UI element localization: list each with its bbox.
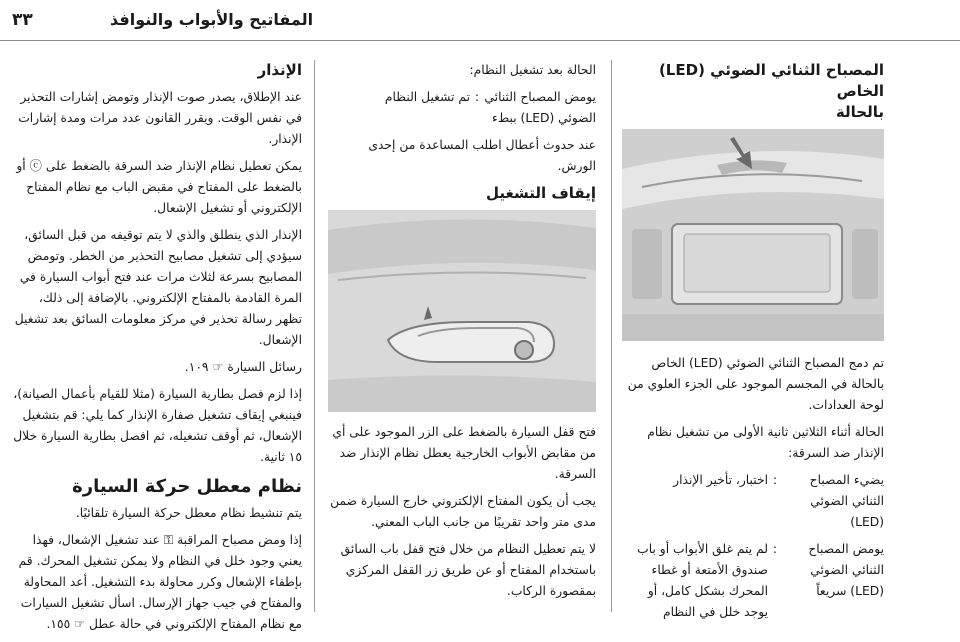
- right-column: [622, 60, 884, 620]
- dashboard-led-illustration-icon: [622, 129, 884, 341]
- section-heading-alarm: الإنذار: [257, 61, 302, 79]
- status-value: لم يتم غلق الأبواب أو باب صندوق الأمتعة أو غطاء المحرك بشكل كامل، أو يوجد خلل في النظام: [637, 542, 768, 619]
- section-heading-immobiliser: نظام معطل حركة السيارة: [72, 476, 302, 497]
- column-divider: [611, 60, 612, 612]
- paragraph: لا يتم تعطيل النظام من خلال فتح قفل باب السائق باستخدام المفتاح أو عن طريق زر القفل المركزي بمقصورة الركاب.: [340, 542, 596, 598]
- middle-column: [328, 60, 596, 620]
- paragraph: الإنذار الذي ينطلق والذي لا يتم توقيفه من قبل السائق، سيؤدي إلى تشغيل مصابيح التحذير من الخطر. وتومض المصابيح بسرعة لثلاث مرات عند فتح أبواب السيارة في المرة القادمة بالمفتاح الإلكتروني. بالإضافة إلى ذلك، تظهر رسالة تحذير في مركز معلومات السائق بعد تشغيل الإشعال.: [14, 228, 302, 347]
- left-column: [10, 60, 302, 631]
- paragraph: عند حدوث أعطال اطلب المساعدة من إحدى الورش.: [368, 138, 596, 173]
- door-handle-illustration-icon: [328, 210, 596, 412]
- section-heading-deactivation: إيقاف التشغيل: [486, 184, 596, 202]
- paragraph: يمكن تعطيل نظام الإنذار ضد السرقة بالضغط على ⓒ أو بالضغط على المفتاح في مقبض الباب مع نظام المفتاح الإلكتروني أو تشغيل الإشعال.: [16, 159, 302, 215]
- page-header: [0, 0, 960, 41]
- status-row: [328, 87, 596, 129]
- status-key: يضيء المصباح الثنائي الضوئي (LED): [809, 473, 884, 529]
- paragraph: رسائل السيارة ☞ ١٠٩.: [184, 360, 302, 374]
- status-separator: :: [772, 473, 778, 487]
- status-separator: :: [474, 90, 480, 104]
- status-row: [622, 539, 884, 623]
- paragraph: عند الإطلاق، يصدر صوت الإنذار وتومض إشارات التحذير في نفس الوقت. ويقرر القانون عدد مرات ومدة إشارات الإنذار.: [18, 90, 302, 146]
- paragraph: إذا ومض مصباح المراقبة ⚿ عند تشغيل الإشعال، فهذا يعني وجود خلل في النظام ولا يمكن تشغيل المحرك. قم بإطفاء الإشعال وكرر محاولة بدء التشغيل. أعد المحاولة والمفتاح في جيب جهاز الإرسال. اسأل تشغيل السيارات مع نظام المفتاح الإلكتروني في حالة عطل ☞ ١٥٥.: [18, 533, 302, 631]
- paragraph: يجب أن يكون المفتاح الإلكتروني خارج السيارة ضمن مدى متر واحد تقريبًا من جانب الباب المعني.: [330, 494, 596, 529]
- paragraph: الحالة بعد تشغيل النظام:: [469, 63, 596, 77]
- dashboard-figure: [622, 129, 884, 341]
- section-heading-led: [622, 60, 884, 123]
- header-title: المفاتيح والأبواب والنوافذ: [110, 10, 314, 29]
- status-value: تم تشغيل النظام: [384, 90, 470, 104]
- paragraph: تم دمج المصباح الثنائي الضوئي (LED) الخاص بالحالة في المجسم الموجود على الجزء العلوي من لوحة العدادات.: [627, 356, 884, 412]
- heading-line: بالحالة: [835, 103, 884, 121]
- paragraph: إذا لزم فصل بطارية السيارة (مثلا للقيام بأعمال الصيانة)، فينبغي إيقاف تشغيل صفارة الإنذار كما يلي: قم بتشغيل الإشعال، ثم أوقف تشغيله، ثم افصل بطارية السيارة خلال ١٥ ثانية.: [13, 387, 302, 464]
- status-row: [622, 470, 884, 533]
- status-separator: :: [772, 542, 778, 556]
- paragraph: الحالة أثناء الثلاثين ثانية الأولى من تشغيل نظام الإنذار ضد السرقة:: [647, 425, 884, 460]
- heading-line: المصباح الثنائي الضوئي (LED) الخاص: [658, 61, 884, 100]
- page-number: ٣٣: [12, 10, 33, 30]
- status-value: اختبار، تأخير الإنذار: [673, 473, 768, 487]
- status-key: يومض المصباح الثنائي الضوئي (LED) ببطء: [484, 90, 596, 125]
- column-divider: [314, 60, 315, 612]
- door-handle-figure: [328, 210, 596, 412]
- status-key: يومض المصباح الثنائي الضوئي (LED) سريعاً: [808, 542, 884, 598]
- paragraph: فتح قفل السيارة بالضغط على الزر الموجود على أي من مقابض الأبواب الخارجية يعطل نظام الإنذار ضد السرقة.: [332, 425, 596, 481]
- paragraph: يتم تنشيط نظام معطل حركة السيارة تلقائيًا.: [75, 506, 302, 520]
